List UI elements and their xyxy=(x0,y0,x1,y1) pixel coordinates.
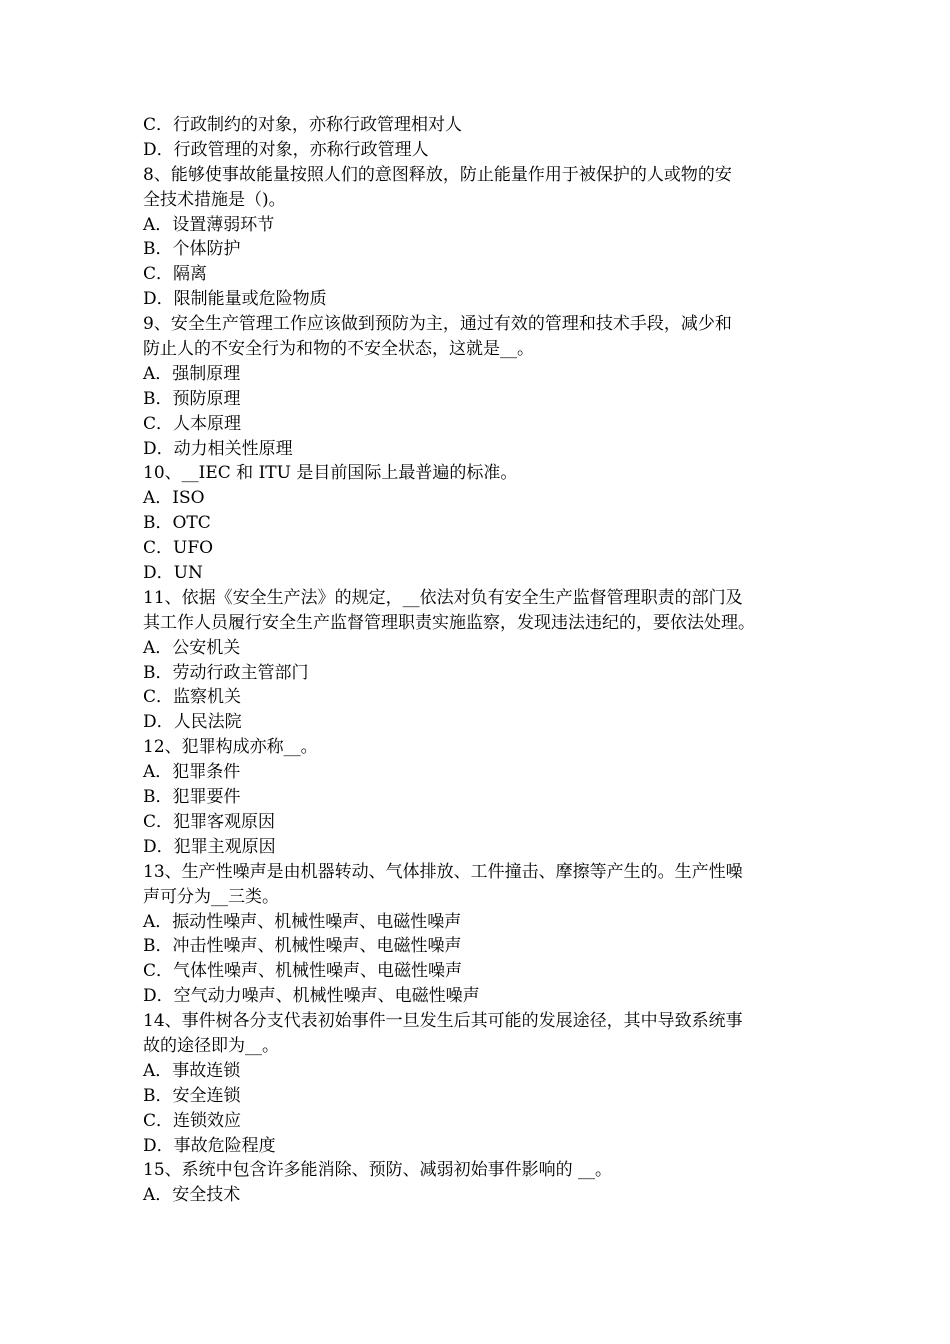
option-c: C．连锁效应 xyxy=(143,1110,242,1131)
option-a: A．事故连锁 xyxy=(143,1060,241,1081)
option-d: D．人民法院 xyxy=(143,712,242,733)
option-c: C．监察机关 xyxy=(143,687,242,708)
option-b: B．劳动行政主管部门 xyxy=(143,662,309,683)
option-b: B．冲击性噪声、机械性噪声、电磁性噪声 xyxy=(143,936,462,957)
option-b: B．OTC xyxy=(143,513,211,534)
option-a: A．强制原理 xyxy=(143,363,241,384)
option-d: D．事故危险程度 xyxy=(143,1135,276,1156)
option-c: C．隔离 xyxy=(143,264,208,285)
option-c: C．犯罪客观原因 xyxy=(143,811,276,832)
option-a: A．犯罪条件 xyxy=(143,762,241,783)
question-12-text: 12、犯罪构成亦称__。 xyxy=(143,737,318,758)
option-d: D．限制能量或危险物质 xyxy=(143,289,327,310)
option-a: A．公安机关 xyxy=(143,637,241,658)
option-a: A．振动性噪声、机械性噪声、电磁性噪声 xyxy=(143,911,462,932)
question-14-text: 14、事件树各分支代表初始事件一旦发生后其可能的发展途径，其中导致系统事 xyxy=(143,1011,743,1032)
question-13-text-cont: 声可分为__三类。 xyxy=(143,886,279,907)
question-11-text: 11、依据《安全生产法》的规定，__依法对负有安全生产监督管理职责的部门及 xyxy=(143,587,743,608)
question-8-text-cont: 全技术措施是（)。 xyxy=(143,189,286,210)
document-page xyxy=(143,113,813,1208)
option-d: D．动力相关性原理 xyxy=(143,438,293,459)
question-13-text: 13、生产性噪声是由机器转动、气体排放、工件撞击、摩擦等产生的。生产性噪 xyxy=(143,861,743,882)
text-line: D．行政管理的对象，亦称行政管理人 xyxy=(143,139,429,160)
option-d: D．UN xyxy=(143,563,203,584)
option-c: C．人本原理 xyxy=(143,413,242,434)
question-15-text: 15、系统中包含许多能消除、预防、减弱初始事件影响的 __。 xyxy=(143,1160,613,1181)
option-a: A．设置薄弱环节 xyxy=(143,214,275,235)
option-b: B．预防原理 xyxy=(143,388,241,409)
option-c: C．UFO xyxy=(143,538,214,559)
option-c: C．气体性噪声、机械性噪声、电磁性噪声 xyxy=(143,961,463,982)
option-d: D．犯罪主观原因 xyxy=(143,836,276,857)
question-10-text: 10、__IEC 和 ITU 是目前国际上最普遍的标准。 xyxy=(143,463,518,484)
question-8-text: 8、能够使事故能量按照人们的意图释放，防止能量作用于被保护的人或物的安 xyxy=(143,164,732,185)
question-11-text-cont: 其工作人员履行安全生产监督管理职责实施监察，发现违法违纪的，要依法处理。 xyxy=(143,612,755,633)
question-9-text-cont: 防止人的不安全行为和物的不安全状态，这就是__。 xyxy=(143,339,534,360)
option-a: A．安全技术 xyxy=(143,1185,241,1206)
question-9-text: 9、安全生产管理工作应该做到预防为主，通过有效的管理和技术手段，减少和 xyxy=(143,314,732,335)
option-b: B．犯罪要件 xyxy=(143,787,241,808)
option-d: D．空气动力噪声、机械性噪声、电磁性噪声 xyxy=(143,986,480,1007)
text-line: C．行政制约的对象，亦称行政管理相对人 xyxy=(143,115,463,135)
question-14-text-cont: 故的途径即为__。 xyxy=(143,1035,279,1056)
option-b: B．安全连锁 xyxy=(143,1085,241,1106)
option-a: A．ISO xyxy=(143,488,205,509)
option-b: B．个体防护 xyxy=(143,239,241,260)
